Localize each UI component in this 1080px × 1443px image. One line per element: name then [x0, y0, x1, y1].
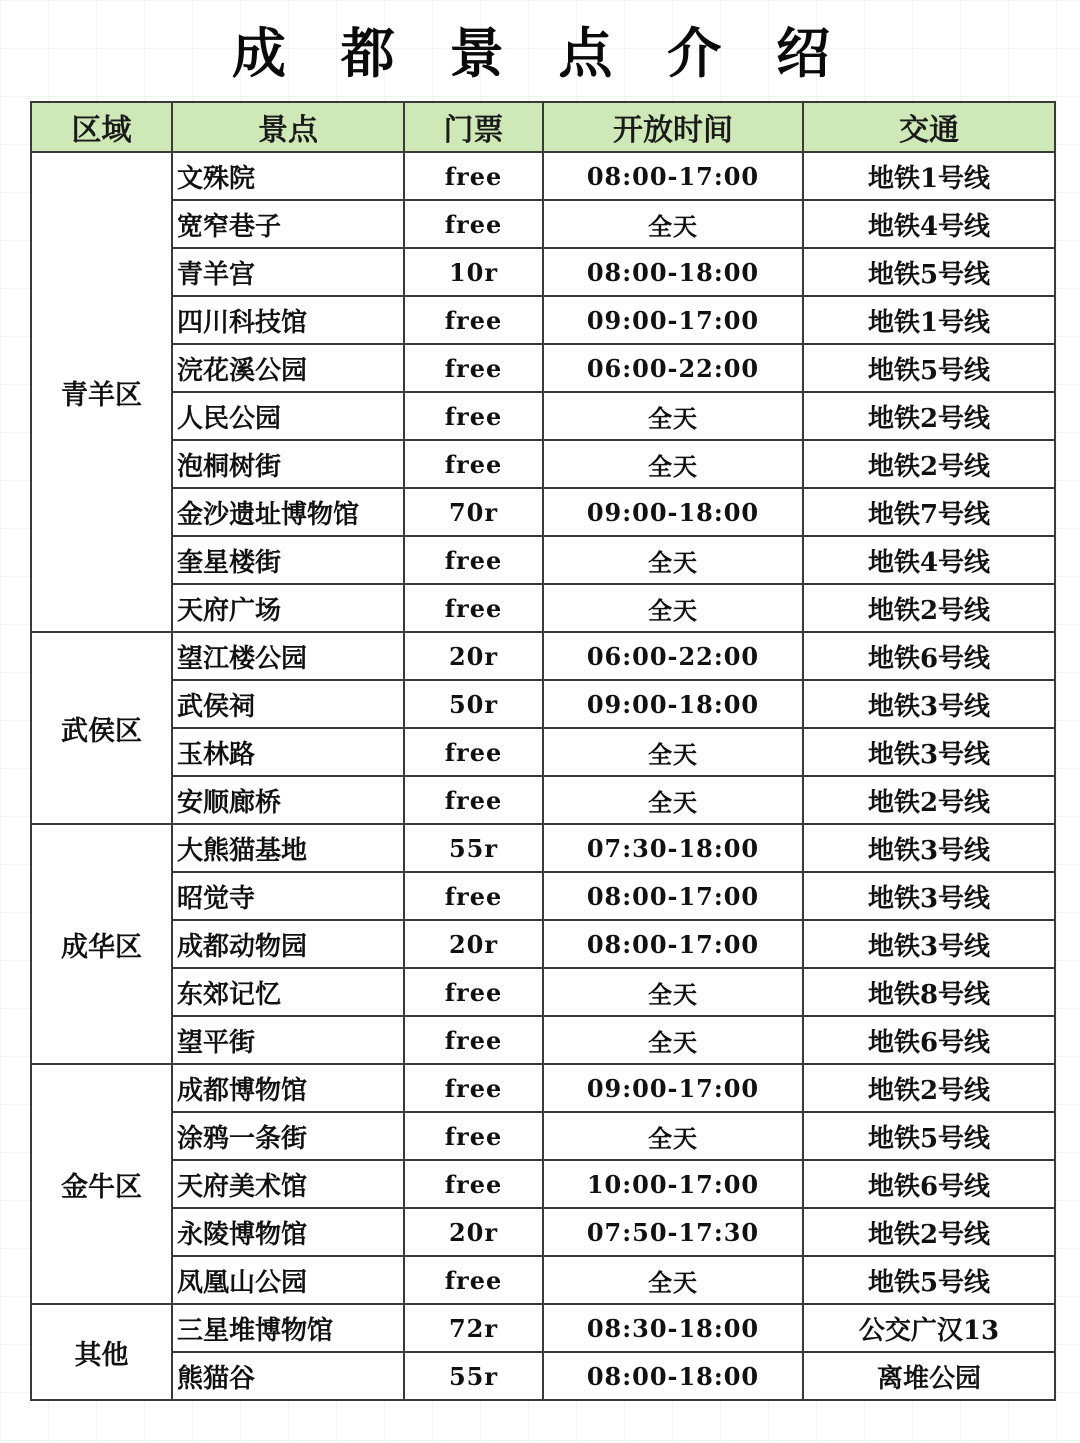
transit-cell: 地铁6号线 [803, 1160, 1055, 1208]
spot-cell: 奎星楼街 [172, 536, 404, 584]
hours-cell: 09:00-18:00 [543, 680, 803, 728]
table-row [31, 824, 1055, 872]
ticket-cell: 55r [404, 1352, 543, 1400]
table-row [31, 1016, 1055, 1064]
hours-cell: 全天 [543, 1112, 803, 1160]
spot-cell: 天府美术馆 [172, 1160, 404, 1208]
ticket-cell: 20r [404, 920, 543, 968]
table-row [31, 392, 1055, 440]
table-row [31, 1160, 1055, 1208]
transit-cell: 地铁2号线 [803, 1208, 1055, 1256]
transit-cell: 地铁2号线 [803, 584, 1055, 632]
hours-cell: 10:00-17:00 [543, 1160, 803, 1208]
header-spot: 景点 [172, 102, 404, 152]
table-row [31, 536, 1055, 584]
spot-cell: 东郊记忆 [172, 968, 404, 1016]
hours-cell: 全天 [543, 728, 803, 776]
ticket-cell: 50r [404, 680, 543, 728]
hours-cell: 06:00-22:00 [543, 344, 803, 392]
hours-cell: 全天 [543, 440, 803, 488]
hours-cell: 06:00-22:00 [543, 632, 803, 680]
table-row [31, 248, 1055, 296]
table-row [31, 632, 1055, 680]
hours-cell: 08:00-17:00 [543, 872, 803, 920]
ticket-cell: free [404, 200, 543, 248]
table-row [31, 200, 1055, 248]
hours-cell: 08:00-18:00 [543, 248, 803, 296]
ticket-cell: free [404, 1160, 543, 1208]
hours-cell: 全天 [543, 1016, 803, 1064]
table-row [31, 1208, 1055, 1256]
header-transit: 交通 [803, 102, 1055, 152]
hours-cell: 08:00-17:00 [543, 152, 803, 200]
table-row [31, 584, 1055, 632]
table-row [31, 1064, 1055, 1112]
hours-cell: 全天 [543, 200, 803, 248]
transit-cell: 地铁5号线 [803, 1112, 1055, 1160]
spot-cell: 望平街 [172, 1016, 404, 1064]
transit-cell: 地铁6号线 [803, 1016, 1055, 1064]
transit-cell: 公交广汉13 [803, 1304, 1055, 1352]
transit-cell: 地铁3号线 [803, 680, 1055, 728]
spot-cell: 金沙遗址博物馆 [172, 488, 404, 536]
transit-cell: 地铁8号线 [803, 968, 1055, 1016]
hours-cell: 全天 [543, 968, 803, 1016]
spot-cell: 涂鸦一条街 [172, 1112, 404, 1160]
district-cell: 武侯区 [31, 632, 172, 824]
table-body [31, 152, 1055, 1400]
ticket-cell: 10r [404, 248, 543, 296]
ticket-cell: 20r [404, 632, 543, 680]
transit-cell: 地铁5号线 [803, 1256, 1055, 1304]
ticket-cell: free [404, 536, 543, 584]
hours-cell: 全天 [543, 536, 803, 584]
ticket-cell: free [404, 968, 543, 1016]
header-district: 区域 [31, 102, 172, 152]
transit-cell: 地铁6号线 [803, 632, 1055, 680]
transit-cell: 地铁3号线 [803, 824, 1055, 872]
transit-cell: 地铁1号线 [803, 152, 1055, 200]
spot-cell: 泡桐树街 [172, 440, 404, 488]
district-cell: 金牛区 [31, 1064, 172, 1304]
ticket-cell: free [404, 1016, 543, 1064]
table-row [31, 1112, 1055, 1160]
table-row [31, 1256, 1055, 1304]
ticket-cell: free [404, 872, 543, 920]
spot-cell: 凤凰山公园 [172, 1256, 404, 1304]
hours-cell: 全天 [543, 392, 803, 440]
ticket-cell: free [404, 296, 543, 344]
transit-cell: 离堆公园 [803, 1352, 1055, 1400]
spot-cell: 安顺廊桥 [172, 776, 404, 824]
hours-cell: 09:00-17:00 [543, 1064, 803, 1112]
table-row [31, 1352, 1055, 1400]
ticket-cell: 70r [404, 488, 543, 536]
spot-cell: 成都博物馆 [172, 1064, 404, 1112]
ticket-cell: free [404, 152, 543, 200]
transit-cell: 地铁2号线 [803, 440, 1055, 488]
transit-cell: 地铁5号线 [803, 344, 1055, 392]
spot-cell: 三星堆博物馆 [172, 1304, 404, 1352]
district-cell: 青羊区 [31, 152, 172, 632]
transit-cell: 地铁3号线 [803, 872, 1055, 920]
table-row [31, 152, 1055, 200]
spot-cell: 玉林路 [172, 728, 404, 776]
ticket-cell: free [404, 776, 543, 824]
table-row [31, 1304, 1055, 1352]
transit-cell: 地铁4号线 [803, 536, 1055, 584]
hours-cell: 07:30-18:00 [543, 824, 803, 872]
header-row [31, 102, 1055, 152]
ticket-cell: free [404, 1112, 543, 1160]
spot-cell: 熊猫谷 [172, 1352, 404, 1400]
spot-cell: 人民公园 [172, 392, 404, 440]
hours-cell: 08:00-17:00 [543, 920, 803, 968]
table-row [31, 680, 1055, 728]
district-cell: 其他 [31, 1304, 172, 1400]
hours-cell: 09:00-18:00 [543, 488, 803, 536]
ticket-cell: free [404, 392, 543, 440]
ticket-cell: 72r [404, 1304, 543, 1352]
transit-cell: 地铁1号线 [803, 296, 1055, 344]
spot-cell: 永陵博物馆 [172, 1208, 404, 1256]
ticket-cell: free [404, 1256, 543, 1304]
spot-cell: 昭觉寺 [172, 872, 404, 920]
district-cell: 成华区 [31, 824, 172, 1064]
spot-cell: 四川科技馆 [172, 296, 404, 344]
header-ticket: 门票 [404, 102, 543, 152]
hours-cell: 08:00-18:00 [543, 1352, 803, 1400]
ticket-cell: 55r [404, 824, 543, 872]
transit-cell: 地铁3号线 [803, 920, 1055, 968]
table-row [31, 920, 1055, 968]
transit-cell: 地铁5号线 [803, 248, 1055, 296]
transit-cell: 地铁3号线 [803, 728, 1055, 776]
hours-cell: 全天 [543, 776, 803, 824]
transit-cell: 地铁4号线 [803, 200, 1055, 248]
transit-cell: 地铁2号线 [803, 392, 1055, 440]
spot-cell: 望江楼公园 [172, 632, 404, 680]
ticket-cell: free [404, 1064, 543, 1112]
table-row [31, 488, 1055, 536]
spot-cell: 大熊猫基地 [172, 824, 404, 872]
table-header [31, 102, 1055, 152]
hours-cell: 09:00-17:00 [543, 296, 803, 344]
hours-cell: 全天 [543, 584, 803, 632]
hours-cell: 07:50-17:30 [543, 1208, 803, 1256]
table-row [31, 872, 1055, 920]
table-row [31, 776, 1055, 824]
attractions-table [30, 101, 1056, 1401]
spot-cell: 成都动物园 [172, 920, 404, 968]
ticket-cell: free [404, 344, 543, 392]
ticket-cell: free [404, 584, 543, 632]
ticket-cell: 20r [404, 1208, 543, 1256]
ticket-cell: free [404, 440, 543, 488]
table-row [31, 968, 1055, 1016]
ticket-cell: free [404, 728, 543, 776]
transit-cell: 地铁2号线 [803, 776, 1055, 824]
page-title: 成 都 景 点 介 绍 [232, 22, 848, 85]
table-row [31, 296, 1055, 344]
spot-cell: 浣花溪公园 [172, 344, 404, 392]
spot-cell: 武侯祠 [172, 680, 404, 728]
header-hours: 开放时间 [543, 102, 803, 152]
spot-cell: 天府广场 [172, 584, 404, 632]
table-row [31, 728, 1055, 776]
transit-cell: 地铁7号线 [803, 488, 1055, 536]
spot-cell: 青羊宫 [172, 248, 404, 296]
hours-cell: 全天 [543, 1256, 803, 1304]
spot-cell: 文殊院 [172, 152, 404, 200]
transit-cell: 地铁2号线 [803, 1064, 1055, 1112]
spot-cell: 宽窄巷子 [172, 200, 404, 248]
table-row [31, 440, 1055, 488]
table-row [31, 344, 1055, 392]
hours-cell: 08:30-18:00 [543, 1304, 803, 1352]
